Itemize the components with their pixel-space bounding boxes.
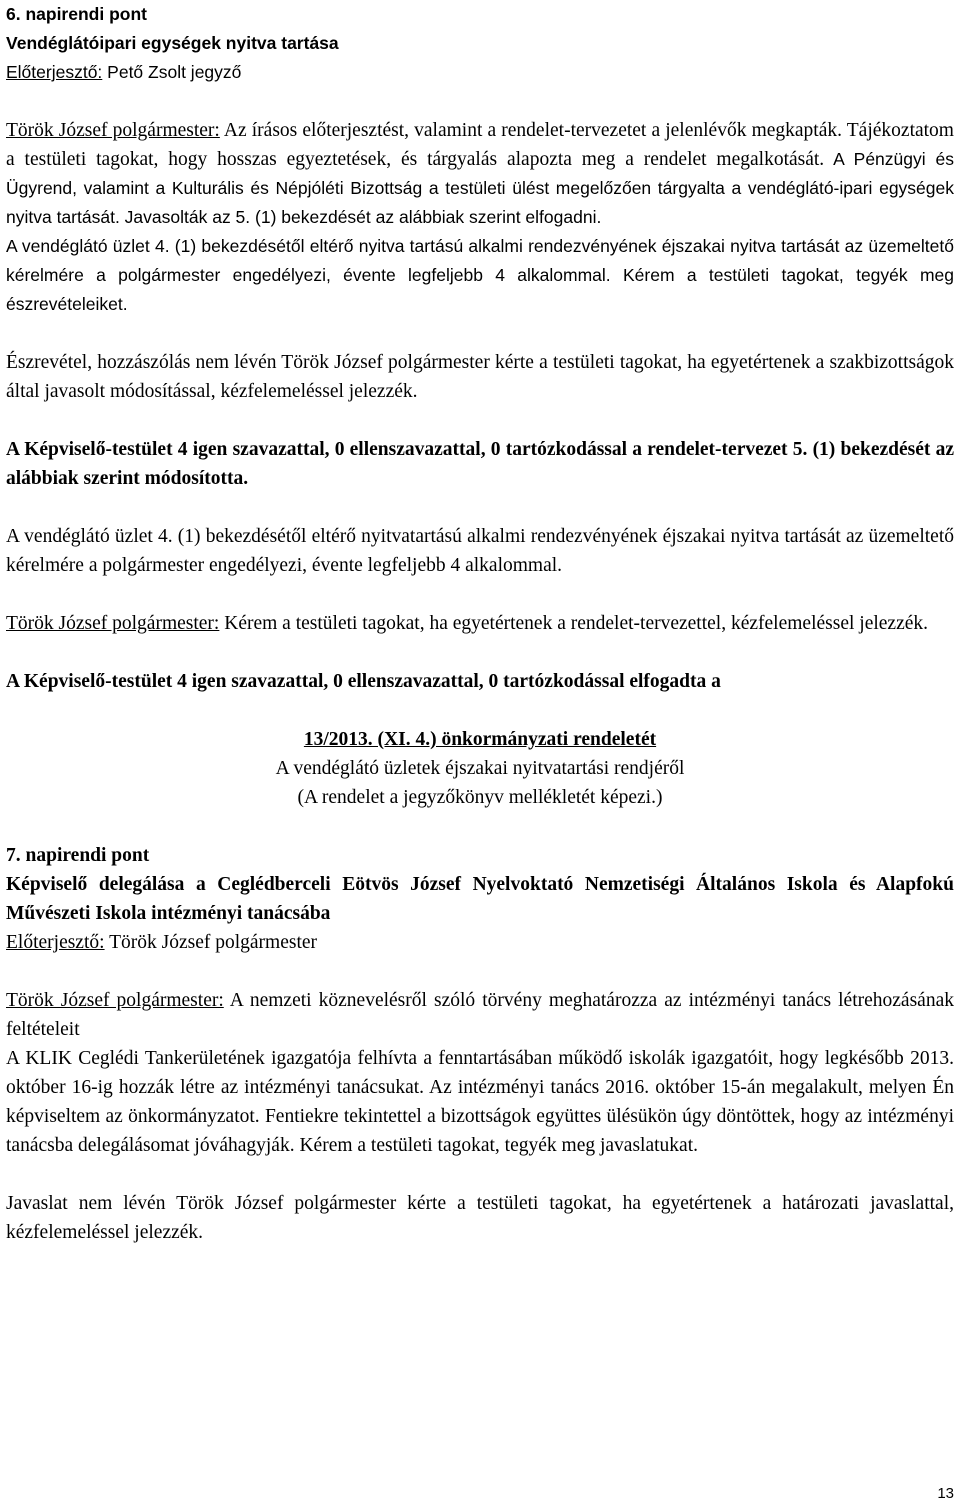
item6-title: Vendéglátóipari egységek nyitva tartása	[6, 33, 339, 53]
item7-heading: 7. napirendi pont	[6, 845, 150, 866]
item6-paragraph-4: A vendéglátó üzlet 4. (1) bekezdésétől eltérő nyitvatartású alkalmi rendezvényének éjszakai nyitva tartását az üzemeltető kérelmére a polgármester engedélyezi, évente legfeljebb 4 alkalommal.	[6, 526, 954, 576]
item6-presenter	[6, 58, 954, 87]
presenter-label: Előterjesztő:	[6, 932, 105, 953]
item7-title: Képviselő delegálása a Ceglédberceli Eötvös József Nyelvoktató Nemzetiségi Általános Iskola és Alapfokú Művészeti Iskola intézményi tanácsába	[6, 874, 954, 924]
item6-paragraph-5: Török József polgármester: Kérem a testületi tagokat, ha egyetértenek a rendelet-tervezettel, kézfelemeléssel jelezzék.	[6, 613, 929, 634]
decree-title: 13/2013. (XI. 4.) önkormányzati rendeletét	[303, 729, 657, 750]
item6-heading: 6. napirendi pont	[6, 4, 147, 24]
speaker-label: Török József polgármester:	[6, 990, 224, 1011]
item6-paragraph-2: Észrevétel, hozzászólás nem lévén Török József polgármester kérte a testületi tagokat, ha egyetértenek a szakbizottságok által javasolt módosítással, kézfelemeléssel jelezzék.	[6, 352, 954, 402]
item7-paragraph-2: Javaslat nem lévén Török József polgármester kérte a testületi tagokat, ha egyetértenek a határozati javaslattal, kézfelemeléssel jelezzék.	[6, 1193, 954, 1243]
document-page	[6, 0, 954, 1247]
speaker-label: Török József polgármester:	[6, 120, 220, 141]
decree-note: (A rendelet a jegyzőkönyv mellékletét képezi.)	[297, 787, 663, 808]
presenter-name: Török József polgármester	[104, 932, 318, 953]
item6-paragraph-1: Török József polgármester: Az írásos előterjesztést, valamint a rendelet-tervezetet a jelenlévők megkapták. Tájékoztatom a testületi tagokat, hogy hosszas egyeztetések, és tárgyalás alapozta meg a rendelet megalkotását. A Pénzügyi és Ügyrend, valamint a Kulturális és Népjóléti Bizottság a testületi ülést megelőzően tárgyalta a vendéglátó-ipari egységek nyitva tartását. Javasolták az 5. (1) bekezdését az alábbiak szerint elfogadni. A vendéglátó üzlet 4. (1) bekezdésétől eltérő nyitva tartású alkalmi rendezvényének éjszakai nyitva tartását az üzemeltető kérelmére a polgármester engedélyezi, évente legfeljebb 4 alkalommal. Kérem a testületi tagokat, tegyék meg észrevételeiket.	[6, 120, 954, 314]
item7-paragraph-1: Török József polgármester: A nemzeti köznevelésről szóló törvény meghatározza az intézményi tanács létrehozásának feltételeit A KLIK Ceglédi Tankerületének igazgatója felhívta a fenntartásában működő iskolák igazgatóit, hogy legkésőbb 2013. október 16-ig hozzák létre az intézményi tanácsukat. Az intézményi tanács 2016. október 15-án megalakult, melyen Én képviseltem az önkormányzatot. Fentiekre tekintettel a bizottságok együttes ülésükön úgy döntöttek, hogy az intézményi tanácsba delegálásomat jóváhagyják. Kérem a testületi tagokat, tegyék meg javaslatukat.	[6, 990, 954, 1156]
decree-subject: A vendéglátó üzletek éjszakai nyitvatartási rendjéről	[275, 758, 685, 779]
presenter-name: Pető Zsolt jegyző	[102, 62, 242, 82]
item6-vote-result-2: A Képviselő-testület 4 igen szavazattal, 0 ellenszavazattal, 0 tartózkodással elfogadta a	[6, 671, 721, 692]
item6-vote-result-1: A Képviselő-testület 4 igen szavazattal, 0 ellenszavazattal, 0 tartózkodással a rendelet-tervezet 5. (1) bekezdését az alábbiak szerint módosította.	[6, 439, 954, 489]
page-number: 13	[937, 1485, 954, 1502]
presenter-label: Előterjesztő:	[6, 62, 103, 82]
item7-presenter	[6, 928, 954, 957]
speaker-label: Török József polgármester:	[6, 613, 220, 634]
